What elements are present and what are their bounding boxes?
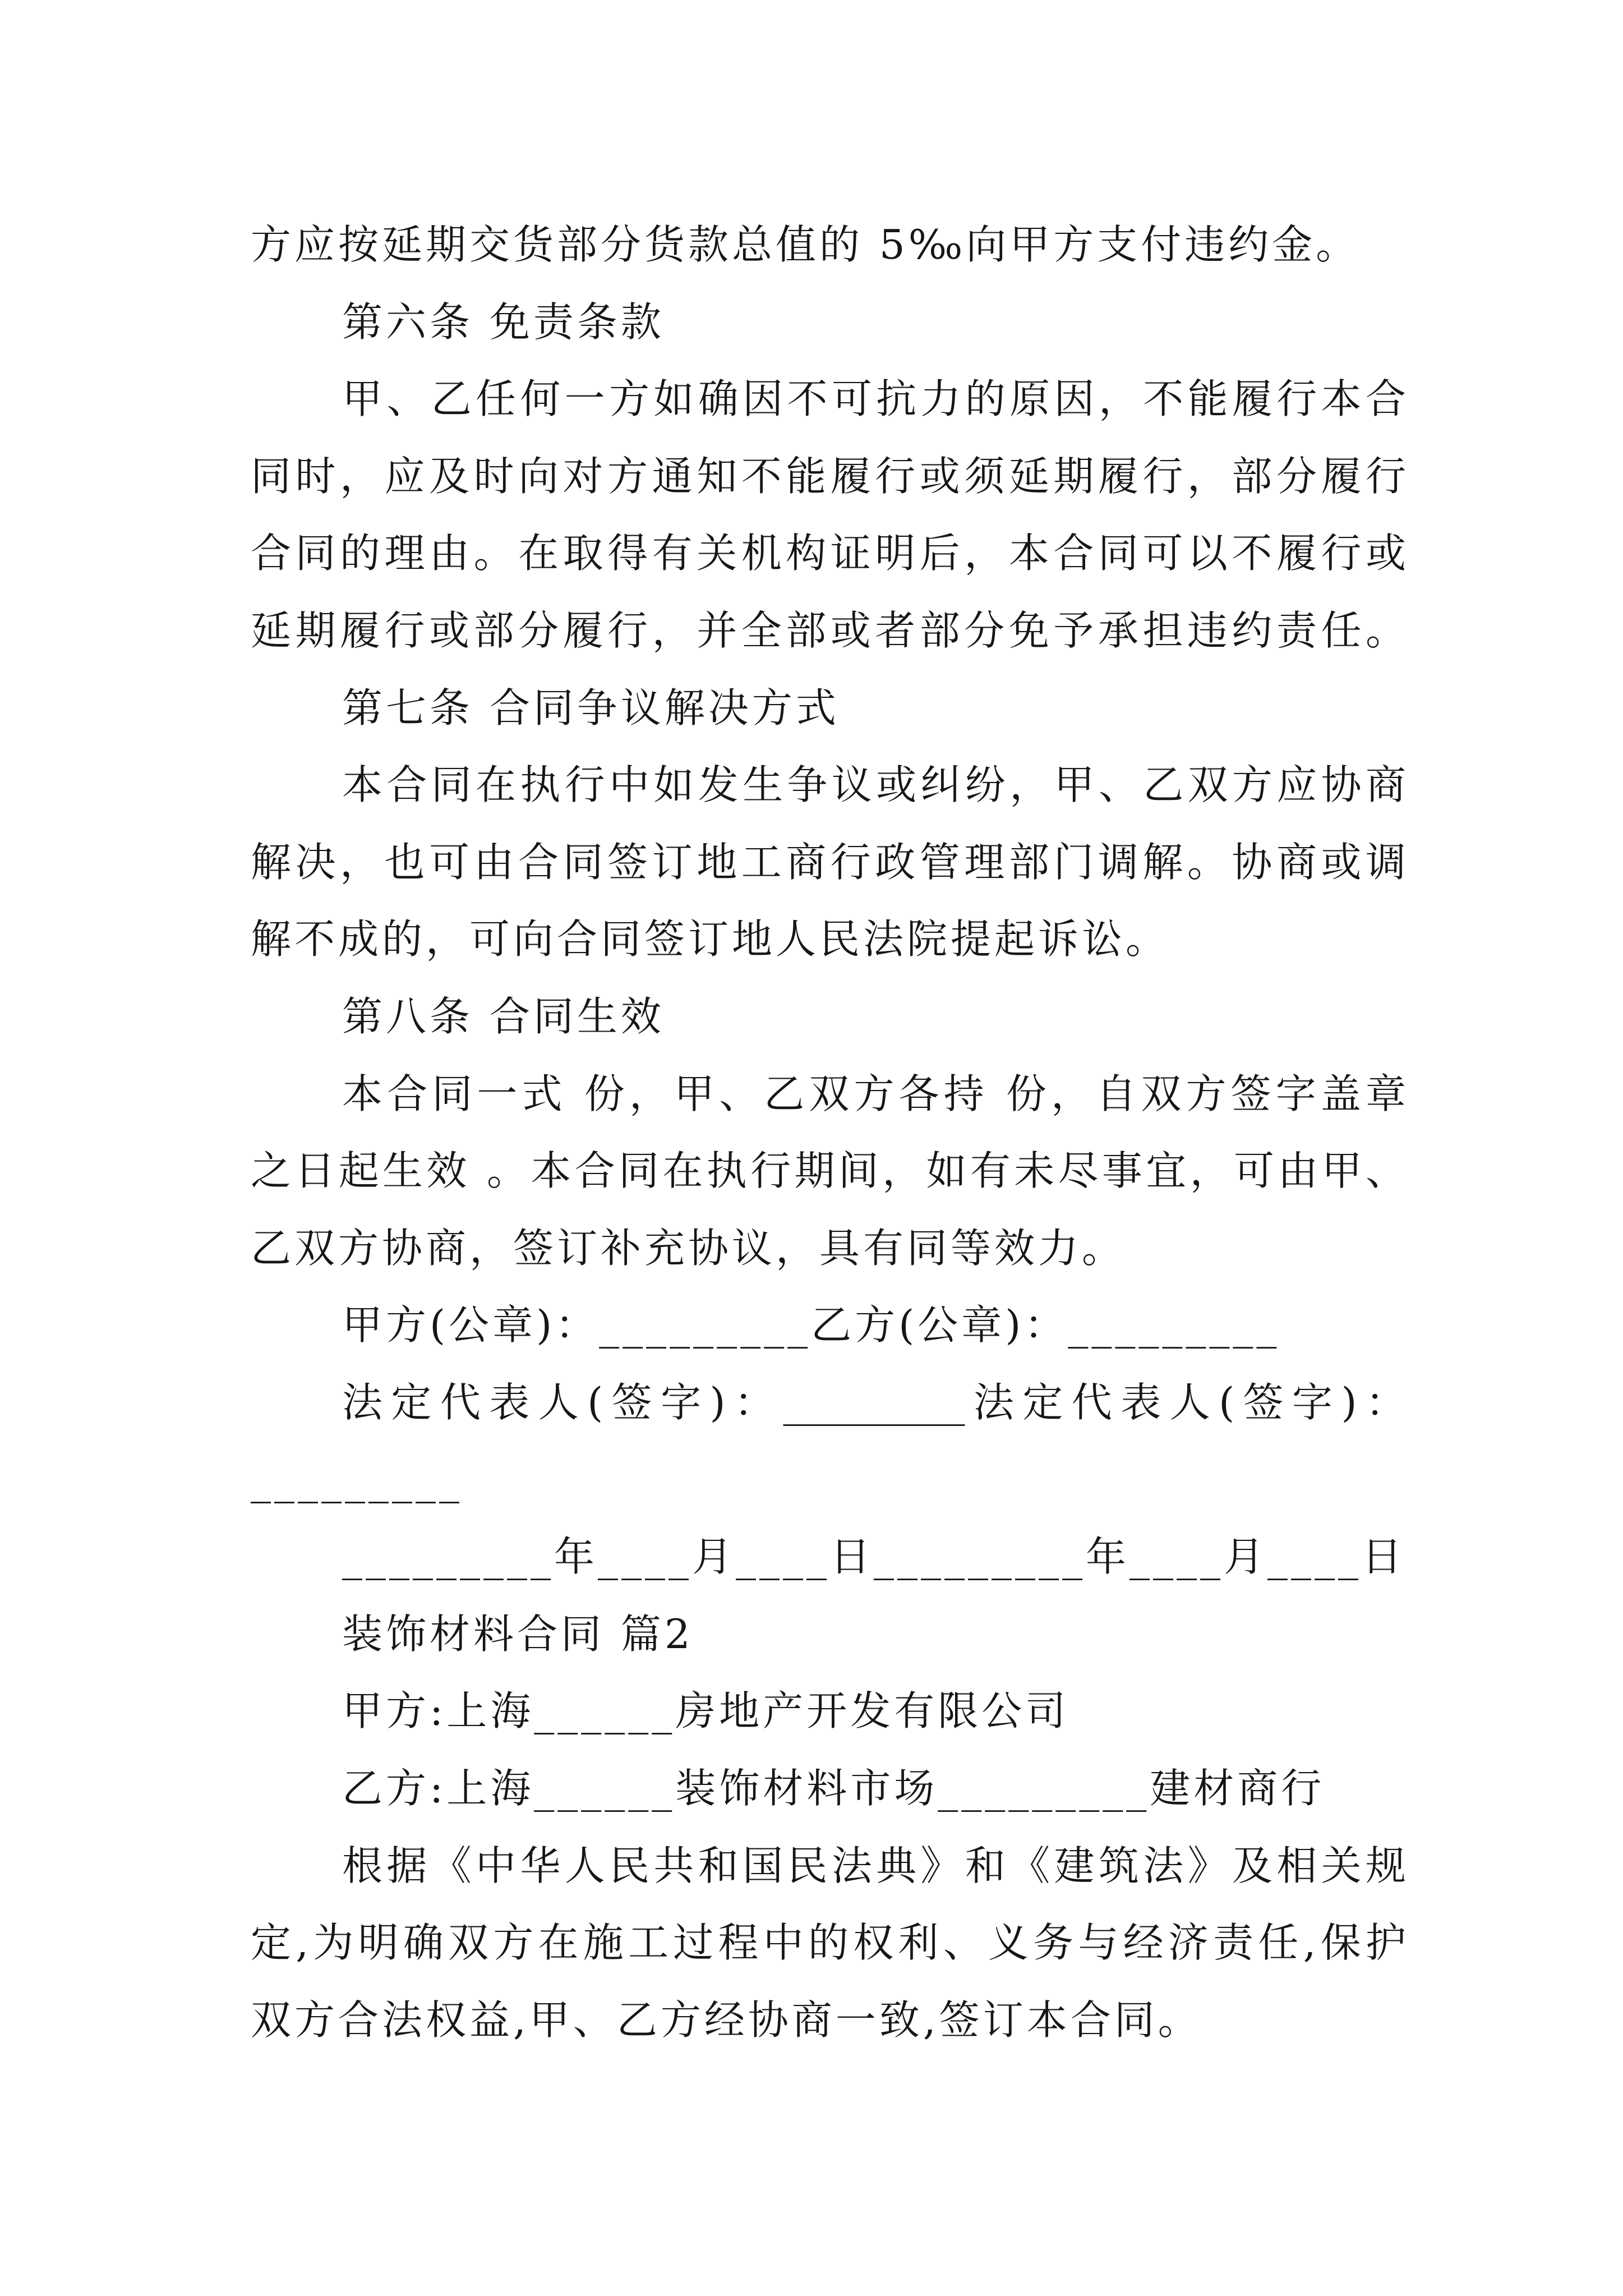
preamble-line: 双方合法权益,甲、乙方经协商一致,签订本合同。: [251, 1996, 1202, 2044]
preamble-line: 定,为明确双方在施工过程中的权利、义务与经济责任,保护: [251, 1919, 1406, 1966]
clause-7-body-line: 解不成的，可向合同签订地人民法院提起诉讼。: [251, 915, 1170, 963]
contract-2-title: 装饰材料合同 篇2: [342, 1611, 694, 1658]
signing-date-line: _________年____月____日_________年____月____日: [342, 1533, 1405, 1580]
preamble-line: 根据《中华人民共和国民法典》和《建筑法》及相关规: [342, 1842, 1406, 1889]
party-b-line: 乙方:上海______装饰材料市场_________建材商行: [342, 1765, 1325, 1812]
party-a-line: 甲方:上海______房地产开发有限公司: [342, 1687, 1069, 1734]
clause-7-body-line: 本合同在执行中如发生争议或纠纷，甲、乙双方应协商: [342, 761, 1406, 808]
clause-7-body-line: 解决，也可由合同签订地工商行政管理部门调解。协商或调: [251, 839, 1406, 886]
clause-7-heading: 第七条 合同争议解决方式: [342, 684, 840, 731]
clause-6-body-line: 同时，应及时向对方通知不能履行或须延期履行，部分履行: [251, 453, 1406, 500]
clause-6-heading: 第六条 免责条款: [342, 298, 665, 346]
seal-signature-line: 甲方(公章)：_________乙方(公章)：_________: [342, 1301, 1280, 1349]
clause-6-body-line: 延期履行或部分履行，并全部或者部分免予承担违约责任。: [251, 607, 1406, 654]
representative-signature-blank: _________: [251, 1456, 463, 1503]
clause-8-body-line: 之日起生效 。本合同在执行期间，如有未尽事宜，可由甲、: [251, 1147, 1406, 1194]
representative-signature-line: 法定代表人(签字)：_________法定代表人(签字)：: [342, 1379, 1406, 1426]
clause-8-body-line: 本合同一式 份，甲、乙双方各持 份，自双方签字盖章: [342, 1070, 1406, 1117]
clause-8-body-line: 乙双方协商，签订补充协议，具有同等效力。: [251, 1225, 1126, 1272]
clause-5-body-line: 方应按延期交货部分货款总值的 5‰向甲方支付违约金。: [251, 221, 1360, 268]
clause-6-body-line: 甲、乙任何一方如确因不可抗力的原因，不能履行本合: [342, 375, 1406, 422]
clause-6-body-line: 合同的理由。在取得有关机构证明后，本合同可以不履行或: [251, 530, 1406, 577]
clause-8-heading: 第八条 合同生效: [342, 993, 665, 1040]
